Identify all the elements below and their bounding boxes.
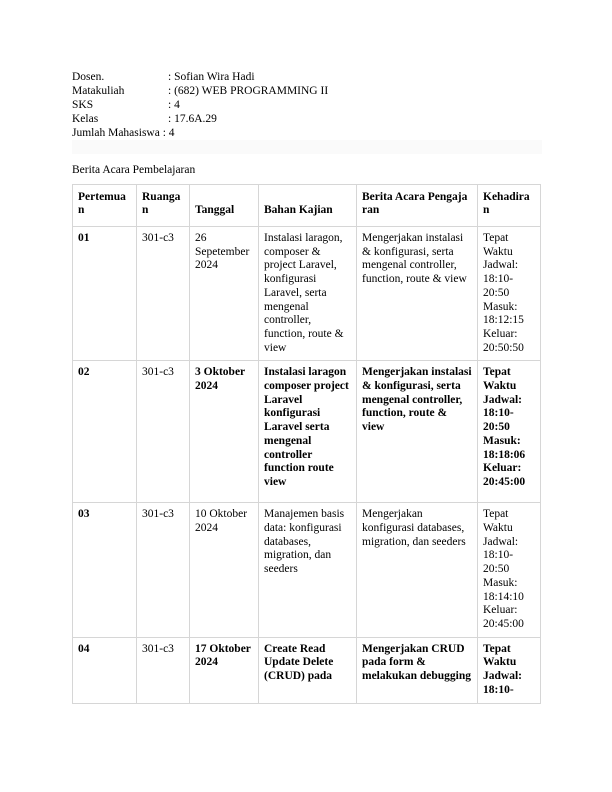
jumlah-row [72,126,542,140]
cell-tanggal: 3 Oktober 2024 [190,361,259,503]
table-header-row [73,185,541,227]
cell-kehadiran [478,227,541,361]
cell-kehadiran [478,503,541,637]
kehadiran-jadwal: Jadwal: 18:10-20:50 [483,535,519,576]
cell-pertemuan: 02 [73,361,137,503]
course-info [72,70,542,140]
sks-row [72,98,542,112]
cell-pertemuan: 04 [73,637,137,703]
cell-bahan-kajian: Create Read Update Delete (CRUD) pada [259,637,357,703]
table-row [73,503,541,637]
kehadiran-keluar: Keluar: 20:50:50 [483,327,524,354]
jumlah-label: Jumlah Mahasiswa [72,127,160,139]
kehadiran-masuk: Masuk: 18:18:06 [483,434,526,461]
cell-kehadiran [478,361,541,503]
header-bahan-kajian: Bahan Kajian [259,185,357,227]
cell-tanggal: 10 Oktober 2024 [190,503,259,637]
header-berita-acara: Berita Acara Pengajaran [357,185,478,227]
attendance-table [72,184,541,704]
header-pertemuan: Pertemuan [73,185,137,227]
kehadiran-masuk: Masuk: 18:14:10 [483,576,524,603]
kehadiran-status: Tepat Waktu [483,508,513,535]
matakuliah-label: Matakuliah [72,85,125,97]
matakuliah-row [72,84,542,98]
cell-pertemuan: 01 [73,227,137,361]
cell-berita-acara: Mengerjakan instalasi & konfigurasi, serta mengenal controller, function, route & view [357,361,478,503]
table-row [73,637,541,703]
dosen-label: Dosen. [72,71,105,83]
kehadiran-masuk: Masuk: 18:12:15 [483,300,524,327]
cell-ruangan: 301-c3 [137,637,190,703]
kelas-value: : 17.6A.29 [168,113,217,125]
cell-ruangan: 301-c3 [137,361,190,503]
kehadiran-status: Tepat Waktu [483,366,517,393]
kehadiran-keluar: Keluar: 20:45:00 [483,604,524,630]
section-title: Berita Acara Pembelajaran [72,164,196,176]
kehadiran-keluar: Keluar: 20:45:00 [483,462,526,488]
kehadiran-status: Tepat Waktu [483,232,513,258]
spacer-shade [72,140,542,154]
cell-kehadiran [478,637,541,703]
kelas-label: Kelas [72,113,99,125]
table-row [73,361,541,503]
kelas-row [72,112,542,126]
dosen-value: : Sofian Wira Hadi [168,71,255,83]
kehadiran-status: Tepat Waktu [483,642,517,669]
cell-tanggal: 17 Oktober 2024 [190,637,259,703]
cell-ruangan: 301-c3 [137,503,190,637]
kehadiran-jadwal: Jadwal: 18:10-20:50 [483,259,519,299]
cell-pertemuan: 03 [73,503,137,637]
cell-berita-acara: Mengerjakan konfigurasi databases, migration, dan seeders [357,503,478,637]
matakuliah-value: : (682) WEB PROGRAMMING II [168,85,329,97]
cell-bahan-kajian: Manajemen basis data: konfigurasi databases, migration, dan seeders [259,503,357,637]
cell-berita-acara: Mengerjakan instalasi & konfigurasi, serta mengenal controller, function, route & view [357,227,478,361]
sks-value: : 4 [168,99,180,111]
table-row [73,227,541,361]
cell-tanggal: 26 Sepetember 2024 [190,227,259,361]
cell-berita-acara: Mengerjakan CRUD pada form & melakukan debugging [357,637,478,703]
kehadiran-jadwal: Jadwal: 18:10- [483,670,522,696]
cell-bahan-kajian: Instalasi laragon, composer & project Laravel, konfigurasi Laravel, serta mengenal controller, function, route & view [259,227,357,361]
header-ruangan: Ruangan [137,185,190,227]
header-tanggal: Tanggal [190,185,259,227]
sks-label: SKS [72,99,94,111]
jumlah-value: : 4 [159,127,175,139]
cell-ruangan: 301-c3 [137,227,190,361]
kehadiran-jadwal: Jadwal: 18:10-20:50 [483,393,522,434]
cell-bahan-kajian: Instalasi laragon composer project Laravel konfigurasi Laravel serta mengenal controller function route view [259,361,357,503]
header-kehadiran: Kehadiran [478,185,541,227]
dosen-row [72,70,542,84]
